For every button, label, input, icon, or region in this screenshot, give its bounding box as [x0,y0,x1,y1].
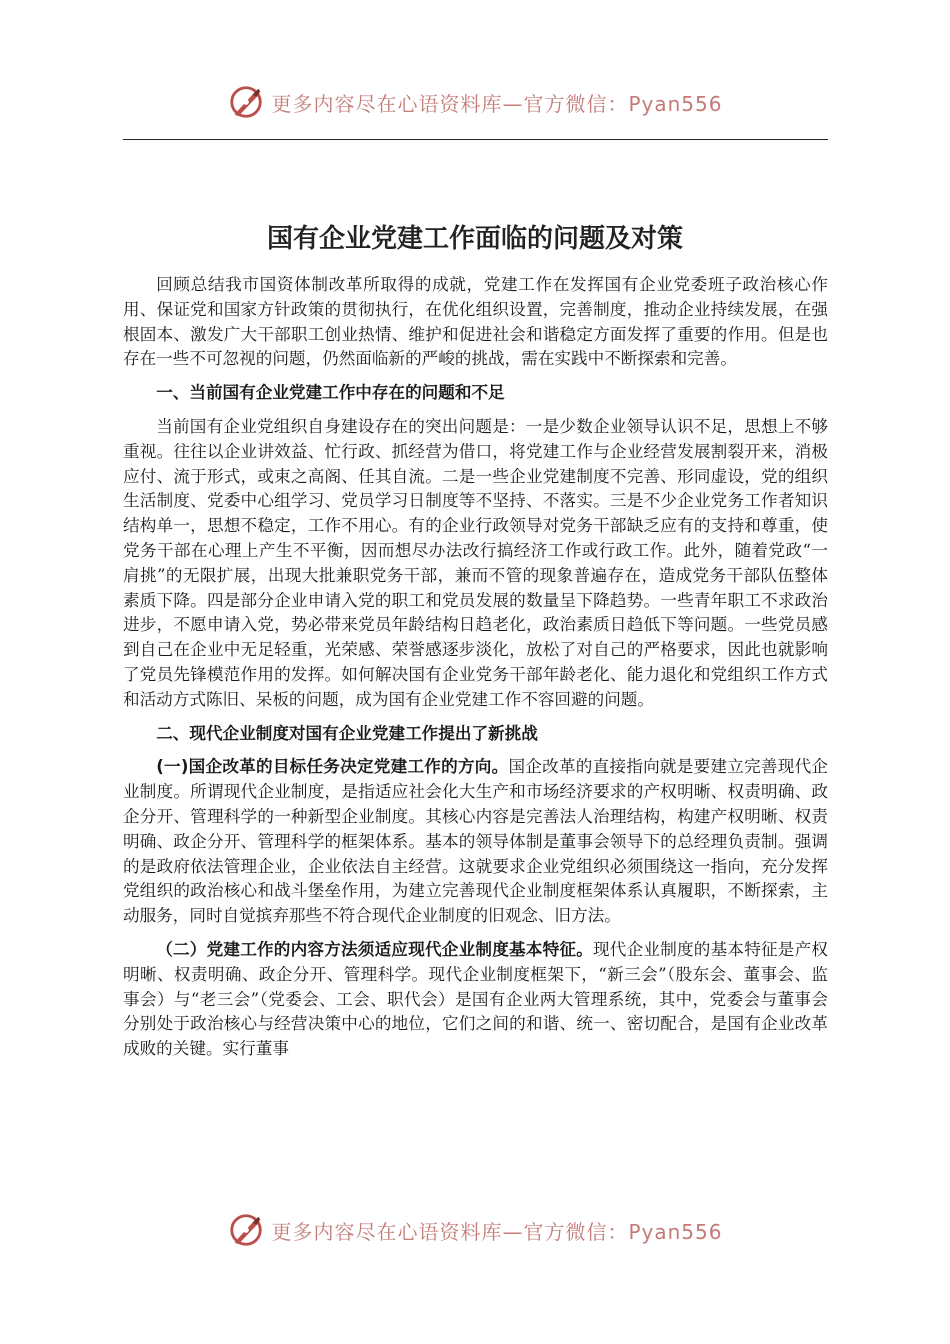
intro-paragraph: 回顾总结我市国资体制改革所取得的成就，党建工作在发挥国有企业党委班子政治核心作用、保证党和国家方针政策的贯彻执行，在优化组织设置，完善制度，推动企业持续发展，在强根固本、激发广大干部职工创业热情、维护和促进社会和谐稳定方面发挥了重要的作用。但是也存在一些不可忽视的问题，仍然面临新的严峻的挑战，需在实践中不断探索和完善。 [123,275,828,369]
section-2-heading: 二、现代企业制度对国有企业党建工作提出了新挑战 [156,723,538,743]
page-title: 国有企业党建工作面临的问题及对策 [266,224,683,254]
section-1-paragraph: 当前国有企业党组织自身建设存在的突出问题是：一是少数企业领导认识不足，思想上不够重视。往往以企业讲效益、忙行政、抓经营为借口，将党建工作与企业经营发展割裂开来，消极应付、流于形式，或束之高阁、任其自流。二是一些企业党建制度不完善、形同虚设，党的组织生活制度、党委中心组学习、党员学习日制度等不坚持、不落实。三是不少企业党务工作者知识结构单一，思想不稳定，工作不用心。有的企业行政领导对党务干部缺乏应有的支持和尊重，使党务干部在心理上产生不平衡，因而想尽办法改行搞经济工作或行政工作。此外，随着党政“一肩挑”的无限扩展，出现大批兼职党务干部，兼而不管的现象普遍存在，造成党务干部队伍整体素质下降。四是部分企业申请入党的职工和党员发展的数量呈下降趋势。一些青年职工不求政治进步，不愿申请入党，势必带来党员年龄结构日趋老化，政治素质日趋低下等问题。一些党员感到自己在企业中无足轻重，光荣感、荣誉感逐步淡化，放松了对自己的严格要求，因此也就影响了党员先锋模范作用的发挥。如何解决国有企业党务干部年龄老化、能力退化和党组织工作方式和活动方式陈旧、呆板的问题，成为国有企业党建工作不容回避的问题。 [123,416,828,709]
banner-text: 更多内容尽在心语资料库—官方微信：Pyan556 [271,91,723,116]
pen-logo-icon [227,1211,265,1249]
section-2-item-1 [123,755,828,929]
item-2-body: 现代企业制度的基本特征是产权明晰、权责明确、政企分开、管理科学。现代企业制度框架下，“新三会”（股东会、董事会、监事会）与“老三会”（党委会、工会、职代会）是国有企业两大管理系统，其中，党委会与董事会分别处于政治核心与经营决策中心的地位，它们之间的和谐、统一、密切配合，是国有企业改革成败的关键。实行董事 [123,939,828,1059]
item-1-body: 国企改革的直接指向就是要建立完善现代企业制度。所谓现代企业制度，是指适应社会化大生产和市场经济要求的产权明晰、权责明确、政企分开、管理科学的一种新型企业制度。其核心内容是完善法人治理结构，构建产权明晰、权责明确、政企分开、管理科学的框架体系。基本的领导体制是董事会领导下的总经理负责制。强调的是政府依法管理企业，企业依法自主经营。这就要求企业党组织必须围绕这一指向，充分发挥党组织的政治核心和战斗堡垒作用，为建立完善现代企业制度框架体系认真履职，不断探索，主动服务，同时自觉摈弃那些不符合现代企业制度的旧观念、旧方法。 [123,757,829,926]
header-divider [123,139,828,140]
section-2-item-2 [123,938,828,1062]
footer-banner [0,1208,950,1252]
item-2-lead: （二）党建工作的内容方法须适应现代企业制度基本特征。 [156,939,593,959]
banner-text: 更多内容尽在心语资料库—官方微信：Pyan556 [271,1219,723,1244]
pen-logo-icon [227,83,265,121]
section-1-heading: 一、当前国有企业党建工作中存在的问题和不足 [156,383,505,403]
header-banner [0,80,950,124]
item-1-lead: (一)国企改革的目标任务决定党建工作的方向。 [156,757,509,777]
document-body [123,273,828,1071]
